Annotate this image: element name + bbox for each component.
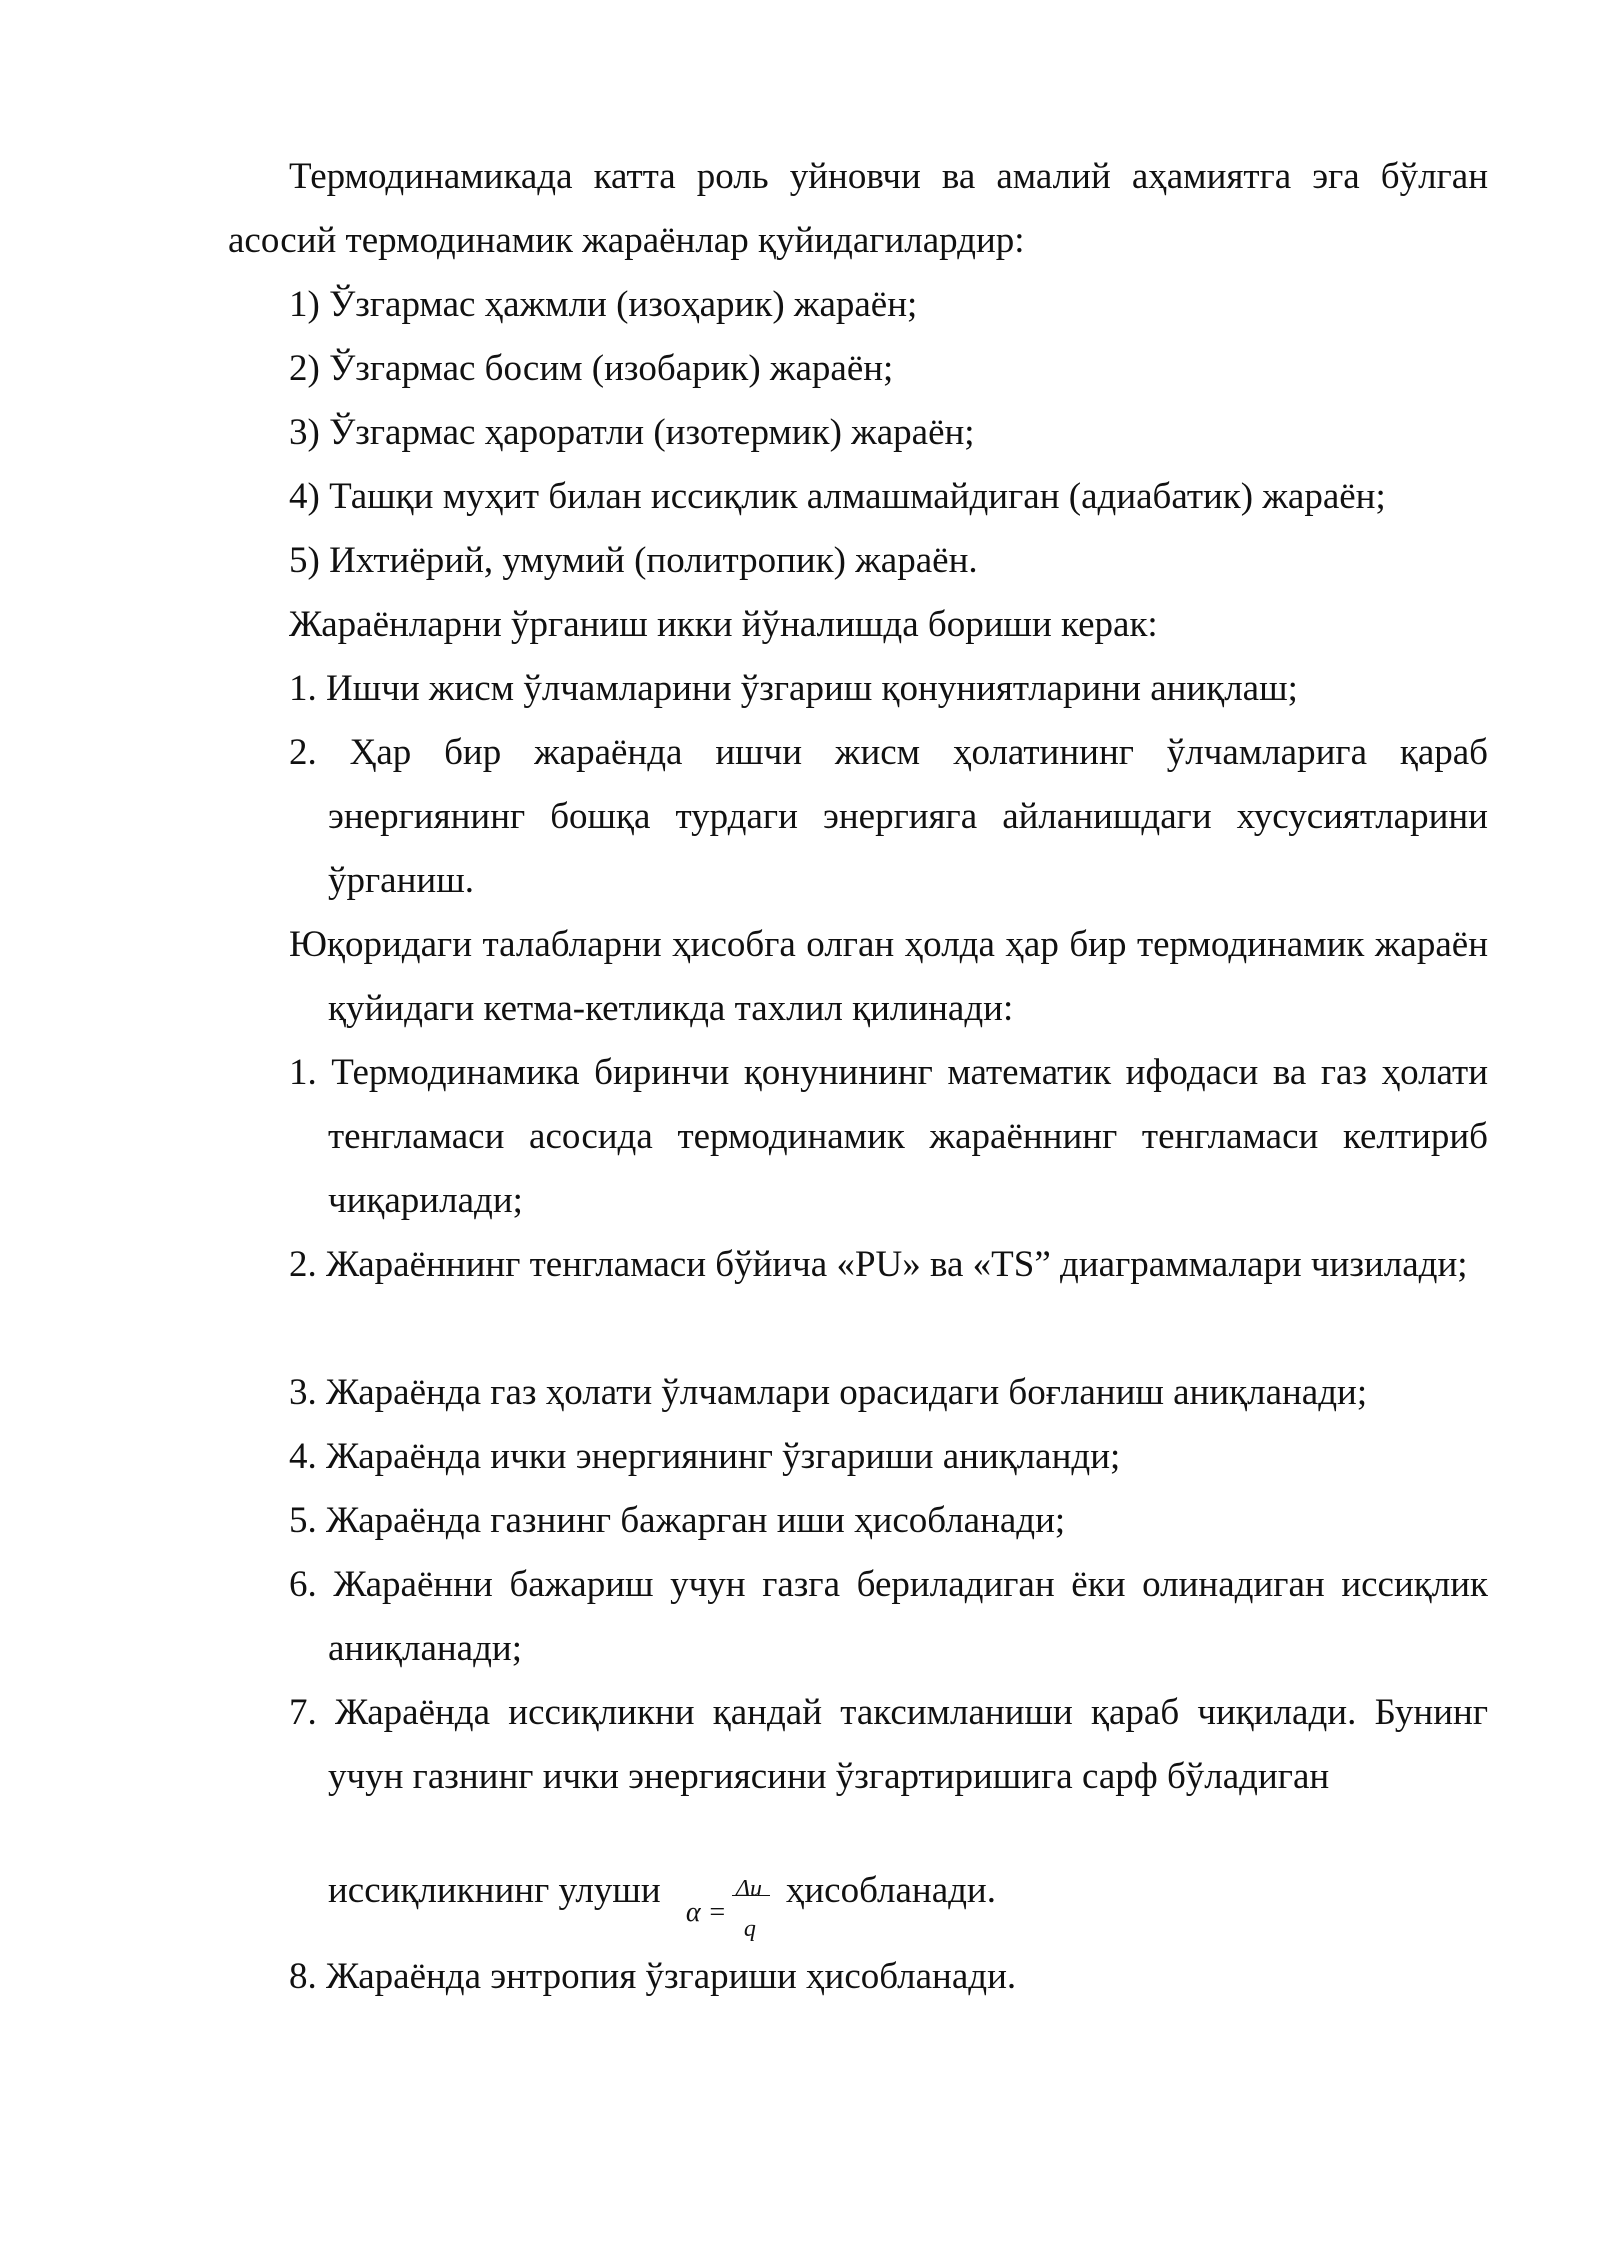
analysis-item-2: 2. Жараённинг тенгламаси бўйича «PU» ва «TS” диаграммалари чизилади; — [289, 1244, 1468, 1285]
formula-before-text: иссиқликнинг улуши — [328, 1870, 661, 1911]
process-item-1: 1) Ўзгармас ҳажмли (изоҳарик) жараён; — [289, 284, 918, 325]
process-item-3: 3) Ўзгармас ҳароратли (изотермик) жараён; — [289, 412, 975, 453]
formula-line — [328, 1859, 996, 1942]
formula-numerator: Δu — [735, 1876, 762, 1902]
process-item-4: 4) Ташқи муҳит билан иссиқлик алмашмайдиган (адиабатик) жараён; — [289, 476, 1386, 517]
process-item-5: 5) Ихтиёрий, умумий (политропик) жараён. — [289, 540, 978, 581]
analysis-item-3: 3. Жараёнда газ ҳолати ўлчамлари орасидаги боғланиш аниқланади; — [289, 1372, 1368, 1413]
process-item-2: 2) Ўзгармас босим (изобарик) жараён; — [289, 348, 894, 389]
analysis-intro: Юқоридаги талабларни ҳисобга олган ҳолда ҳар бир термодинамик жараён қуйидаги кетма-кетликда тахлил қилинади: — [289, 924, 1488, 1029]
fraction-bar — [732, 1895, 770, 1896]
formula-after-text: ҳисобланади. — [785, 1870, 996, 1911]
intro-paragraph: Термодинамикада катта роль уйновчи ва амалий аҳамиятга эга бўлган асосий термодинамик жараёнлар қуйидагилардир: — [228, 156, 1488, 261]
analysis-item-7: 7. Жараёнда иссиқликни қандай таксимланиши қараб чиқилади. Бунинг учун газнинг ички энергиясини ўзгартиришига сарф бўладиган — [289, 1692, 1488, 1797]
analysis-item-4: 4. Жараёнда ички энергиянинг ўзгариши аниқланди; — [289, 1436, 1121, 1477]
formula-lhs: α = — [685, 1897, 727, 1928]
study-item-2: 2. Ҳар бир жараёнда ишчи жисм ҳолатининг ўлчамларига қараб энергиянинг бошқа турдаги энергияга айланишдаги хусусиятларини ўрганиш. — [289, 732, 1488, 901]
analysis-item-5: 5. Жараёнда газнинг бажарган иши ҳисобланади; — [289, 1500, 1066, 1541]
analysis-item-8: 8. Жараёнда энтропия ўзгариши ҳисобланади. — [289, 1956, 1017, 1997]
study-item-1: 1. Ишчи жисм ўлчамларини ўзгариш қонуниятларини аниқлаш; — [289, 668, 1298, 709]
alpha-formula — [670, 1859, 786, 1942]
analysis-item-6: 6. Жараённи бажариш учун газга бериладиган ёки олинадиган иссиқлик аниқланади; — [289, 1564, 1488, 1669]
analysis-item-1: 1. Термодинамика биринчи қонунининг математик ифодаси ва газ ҳолати тенгламаси асосида термодинамик жараённинг тенгламаси келтириб чиқарилади; — [289, 1052, 1488, 1221]
formula-denominator: q — [743, 1916, 756, 1942]
study-intro: Жараёнларни ўрганиш икки йўналишда бориши керак: — [289, 604, 1158, 645]
